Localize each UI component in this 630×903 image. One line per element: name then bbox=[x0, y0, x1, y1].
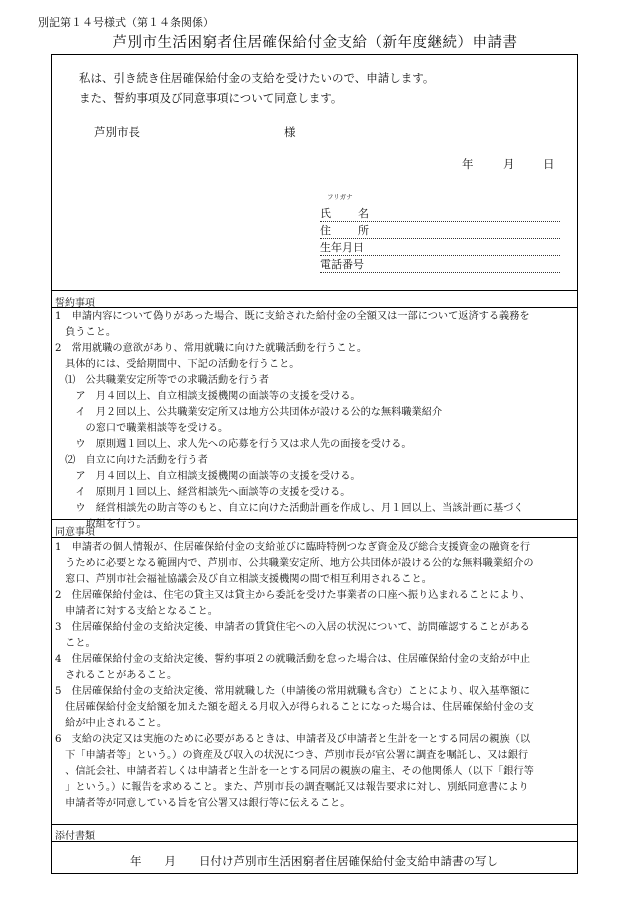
consent-line: 3 住居確保給付金の支給決定後、申請者の賃貸住宅への入居の状況について、訪問確認することがある bbox=[55, 622, 530, 633]
consent-line: 4 住居確保給付金の支給決定後、誓約事項２の就職活動を怠った場合は、住居確保給付金の支給が中止 bbox=[55, 654, 531, 665]
divider-attachment-sub bbox=[52, 841, 577, 842]
pledge-line: 取組を行う。 bbox=[55, 519, 147, 530]
address-field[interactable] bbox=[320, 222, 560, 239]
consent-line: 申請者に対する支給となること。 bbox=[55, 606, 218, 617]
pledge-line: 負うこと。 bbox=[55, 327, 117, 338]
pledge-list bbox=[55, 309, 530, 533]
phone-field[interactable] bbox=[320, 256, 560, 273]
consent-line: 下「申請者等」という。）の資産及び収入の状況につき、芦別市長が官公署に調査を嘱託し、又は銀行 bbox=[55, 750, 529, 761]
furigana-label: フリガナ bbox=[327, 193, 353, 201]
consent-line: 5 住居確保給付金の支給決定後、常用就職した（申請後の常用就職も含む）ことにより、収入基準額に bbox=[55, 686, 531, 697]
birthdate-field[interactable] bbox=[320, 239, 560, 256]
pledge-line: 2 常用就職の意欲があり、常用就職に向けた就職活動を行うこと。 bbox=[55, 343, 368, 354]
divider-consent-sub bbox=[52, 537, 577, 538]
name-field[interactable] bbox=[320, 205, 560, 222]
pledge-line: の窓口で職業相談等を受ける。 bbox=[55, 423, 229, 434]
pledge-line: ア 月４回以上、自立相談支援機関の面談等の支援を受ける。 bbox=[55, 471, 361, 482]
address-label: 住 所 bbox=[320, 224, 377, 237]
phone-label: 電話番号 bbox=[320, 258, 364, 271]
date-day-label: 日 bbox=[543, 157, 555, 171]
consent-line: 、信託会社、申請者若しくは申請者と生計を一とする同居の親族の雇主、その他関係人（以下「銀行等 bbox=[55, 766, 534, 777]
attachment-text: 年 月 日付け芦別市生活困窮者住居確保給付金支給申請書の写し bbox=[130, 854, 498, 868]
pledge-line: 具体的には、受給期間中、下記の活動を行うこと。 bbox=[55, 359, 300, 370]
pledge-line: イ 月２回以上、公共職業安定所又は地方公共団体が設ける公的な無料職業紹介 bbox=[55, 407, 443, 418]
divider-pledge bbox=[52, 290, 577, 291]
consent-line: こと。 bbox=[55, 638, 96, 649]
consent-line: うために必要となる範囲内で、芦別市、公共職業安定所、地方公共団体が設ける公的な無料職業紹介の bbox=[55, 558, 534, 569]
pledge-heading: 誓約事項 bbox=[55, 298, 95, 309]
consent-line: 住居確保給付金支給額を加えた額を超える月収入が得られることになった場合は、住居確保給付金の支 bbox=[55, 702, 534, 713]
addressee-honorific: 様 bbox=[284, 125, 296, 139]
consent-line: 6 支給の決定又は実施のために必要があるときは、申請者及び申請者と生計を一とする同居の親族（以 bbox=[55, 734, 531, 745]
divider-pledge-sub bbox=[52, 307, 577, 308]
consent-line: 」という。）に報告を求めること。また、芦別市長の調査嘱託又は報告要求に対し、別紙同意書により bbox=[55, 782, 529, 793]
pledge-line: ⑴ 公共職業安定所等での求職活動を行う者 bbox=[55, 375, 269, 386]
consent-list bbox=[55, 540, 534, 812]
pledge-line: 1 申請内容について偽りがあった場合、既に支給された給付金の全額又は一部について返済する義務を bbox=[55, 311, 530, 322]
addressee-name: 芦別市長 bbox=[94, 125, 140, 139]
document-title: 芦別市生活困窮者住居確保給付金支給（新年度継続）申請書 bbox=[112, 35, 518, 51]
pledge-line: ⑵ 自立に向けた活動を行う者 bbox=[55, 455, 208, 466]
consent-line: 申請者等が同意している旨を官公署又は銀行等に伝えること。 bbox=[55, 798, 351, 809]
consent-line: 2 住居確保給付金は、住宅の貸主又は貸主から委託を受けた事業者の口座へ振り込まれることにより、 bbox=[55, 590, 531, 601]
form-frame bbox=[51, 54, 578, 874]
pledge-line: ウ 原則週１回以上、求人先への応募を行う又は求人先の面接を受ける。 bbox=[55, 439, 412, 450]
consent-line: 窓口、芦別市社会福祉協議会及び自立相談支援機関の間で相互利用されること。 bbox=[55, 574, 432, 585]
form-number: 別記第１４号様式（第１４条関係） bbox=[38, 16, 214, 29]
birthdate-label: 生年月日 bbox=[320, 241, 364, 254]
divider-consent bbox=[52, 519, 577, 520]
consent-heading: 同意事項 bbox=[55, 527, 95, 538]
intro-line-1: 私は、引き続き住居確保給付金の支給を受けたいので、申請します。 bbox=[79, 71, 435, 85]
pledge-line: イ 原則月１回以上、経営相談先へ面談等の支援を受ける。 bbox=[55, 487, 351, 498]
date-month-label: 月 bbox=[503, 157, 515, 171]
divider-attachment bbox=[52, 824, 577, 825]
consent-line: されることがあること。 bbox=[55, 670, 178, 681]
consent-line: 1 申請者の個人情報が、住居確保給付金の支給並びに臨時特例つなぎ資金及び総合支援資金の融資を行 bbox=[55, 542, 531, 553]
date-year-label: 年 bbox=[462, 157, 474, 171]
pledge-line: ア 月４回以上、自立相談支援機関の面談等の支援を受ける。 bbox=[55, 391, 361, 402]
attachment-heading: 添付書類 bbox=[55, 831, 95, 842]
intro-line-2: また、誓約事項及び同意事項について同意します。 bbox=[79, 91, 343, 105]
pledge-line: ウ 経営相談先の助言等のもと、自立に向けた活動計画を作成し、月１回以上、当該計画に基づく bbox=[55, 503, 524, 514]
name-label: 氏 名 bbox=[320, 207, 377, 220]
consent-line: 給が中止されること。 bbox=[55, 718, 168, 729]
